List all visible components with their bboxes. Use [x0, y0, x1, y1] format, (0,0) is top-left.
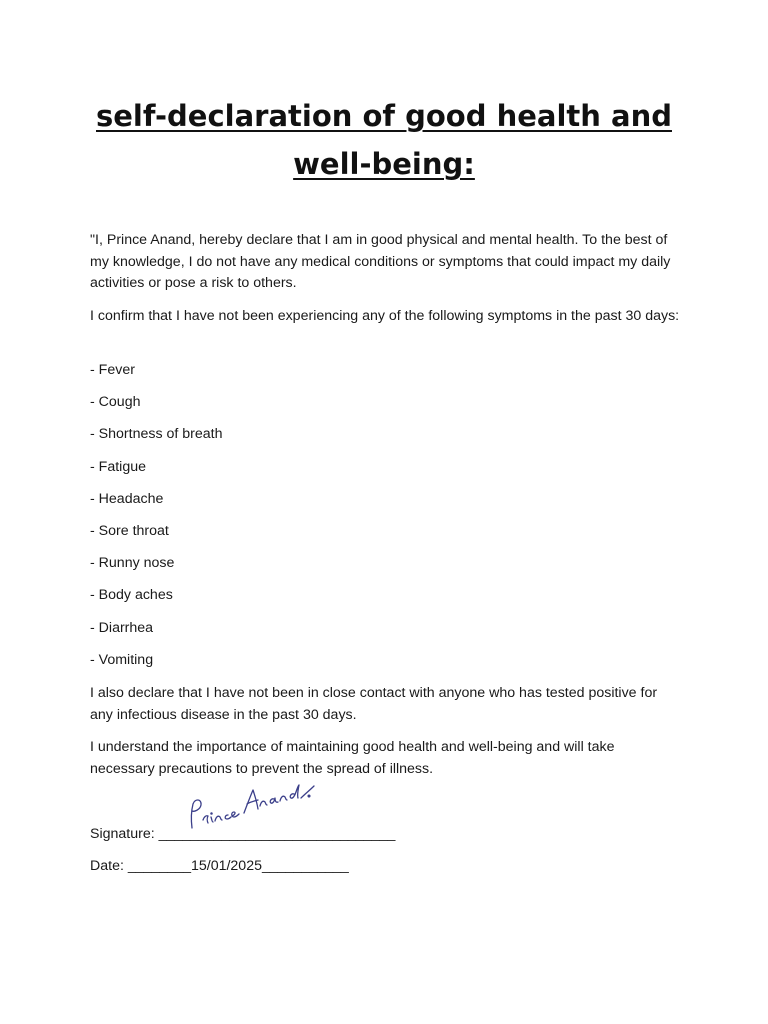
- symptom-item: - Runny nose: [90, 555, 175, 571]
- contact-paragraph: I also declare that I have not been in close contact with anyone who has tested positive for any infectious disease in the past 30 days.: [90, 685, 658, 723]
- symptom-item: - Cough: [90, 394, 141, 410]
- symptom-item: - Sore throat: [90, 523, 169, 539]
- symptom-item: - Body aches: [90, 587, 173, 603]
- symptom-item: - Vomiting: [90, 652, 154, 668]
- symptom-item: - Fever: [90, 362, 135, 378]
- confirm-paragraph: I confirm that I have not been experiencing any of the following symptoms in the past 30 days:: [90, 308, 680, 324]
- document-title: self-declaration of good health and well-being:: [96, 99, 672, 181]
- symptom-item: - Fatigue: [90, 459, 146, 475]
- signature-field: Signature: ______________________________: [90, 826, 396, 842]
- date-field: Date: ________15/01/2025___________: [90, 858, 349, 874]
- intro-paragraph: "I, Prince Anand, hereby declare that I am in good physical and mental health. To the best of my knowledge, I do not have any medical conditions or symptoms that could impact my daily activities or pose a risk to others.: [90, 232, 671, 291]
- symptom-item: - Shortness of breath: [90, 426, 223, 442]
- symptom-item: - Headache: [90, 491, 164, 507]
- symptom-item: - Diarrhea: [90, 620, 154, 636]
- understand-paragraph: I understand the importance of maintaining good health and well-being and will take necessary precautions to prevent the spread of illness.: [90, 739, 615, 777]
